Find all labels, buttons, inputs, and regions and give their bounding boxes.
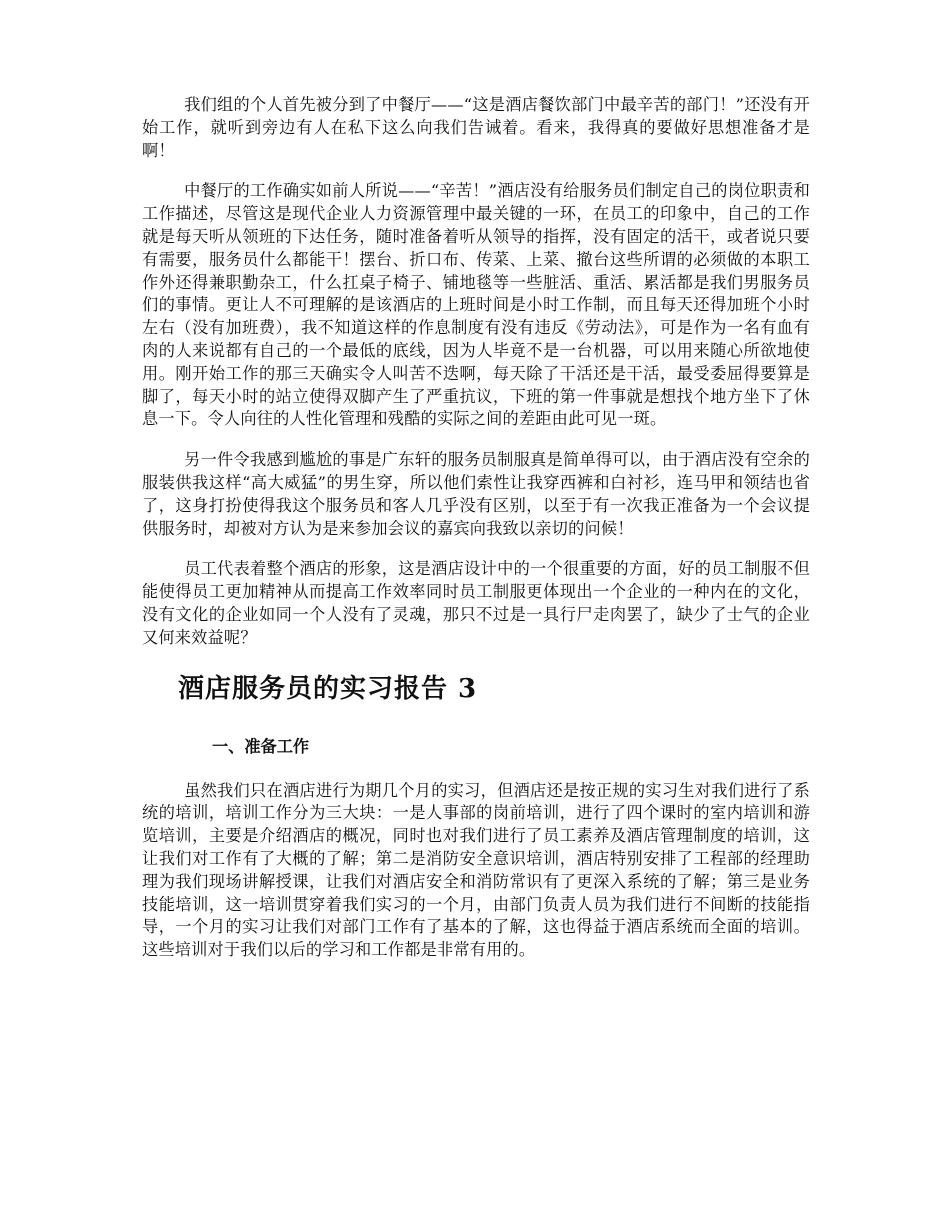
paragraph-2: 中餐厅的工作确实如前人所说——“辛苦！”酒店没有给服务员们制定自己的岗位职责和工作描述，尽管这是现代企业人力资源管理中最关键的一环，在员工的印象中，自己的工作就是每天听从领班的下达任务，随时准备着听从领导的指挥，没有固定的活干，或者说只要有需要，服务员什么都能干！摆台、折口布、传菜、上菜、撤台这些所谓的必须做的本职工作外还得兼职勤杂工，什么扛桌子椅子、铺地毯等一些脏活、重活、累活都是我们男服务员们的事情。更让人不可理解的是该酒店的上班时间是小时工作制，而且每天还得加班个小时左右（没有加班费），我不知道这样的作息制度有没有违反《劳动法》，可是作为一名有血有肉的人来说都有自己的一个最低的底线，因为人毕竟不是一台机器，可以用来随心所欲地使用。刚开始工作的那三天确实令人叫苦不迭啊，每天除了干活还是干活，最受委屈得要算是脚了，每天小时的站立使得双脚产生了严重抗议，下班的第一件事就是想找个地方坐下了休息一下。令人向往的人性化管理和残酷的实际之间的差距由此可见一斑。 [142,181,810,429]
section-heading: 一、准备工作 [212,736,310,756]
paragraph-4: 员工代表着整个酒店的形象，这是酒店设计中的一个很重要的方面，好的员工制服不但能使得员工更加精神从而提高工作效率同时员工制服更体现出一个企业的一种内在的文化，没有文化的企业如同一个人没有了灵魂，那只不过是一具行尸走肉罢了，缺少了士气的企业又何来效益呢？ [142,559,810,647]
document-page [142,94,810,962]
paragraph-1: 我们组的个人首先被分到了中餐厅——“这是酒店餐饮部门中最辛苦的部门！”还没有开始工作，就听到旁边有人在私下这么向我们告诫着。看来，我得真的要做好思想准备才是啊！ [142,95,810,160]
paragraph-3: 另一件令我感到尴尬的事是广东轩的服务员制服真是简单得可以，由于酒店没有空余的服装供我这样“高大威猛”的男生穿，所以他们索性让我穿西裤和白衬衫，连马甲和领结也省了，这身打扮使得我这个服务员和客人几乎没有区别，以至于有一次我正准备为一个会议提供服务时，却被对方认为是来参加会议的嘉宾向我致以亲切的问候！ [142,450,810,538]
report-title: 酒店服务员的实习报告 3 [178,673,478,704]
section-paragraph: 虽然我们只在酒店进行为期几个月的实习，但酒店还是按正规的实习生对我们进行了系统的培训，培训工作分为三大块：一是人事部的岗前培训，进行了四个课时的室内培训和游览培训，主要是介绍酒店的概况，同时也对我们进行了员工素养及酒店管理制度的培训，这让我们对工作有了大概的了解；第二是消防安全意识培训，酒店特别安排了工程部的经理助理为我们现场讲解授课，让我们对酒店安全和消防常识有了更深入系统的了解；第三是业务技能培训，这一培训贯穿着我们实习的一个月，由部门负责人员为我们进行不间断的技能指导，一个月的实习让我们对部门工作有了基本的了解，这也得益于酒店系统而全面的培训。这些培训对于我们以后的学习和工作都是非常有用的。 [142,780,810,960]
